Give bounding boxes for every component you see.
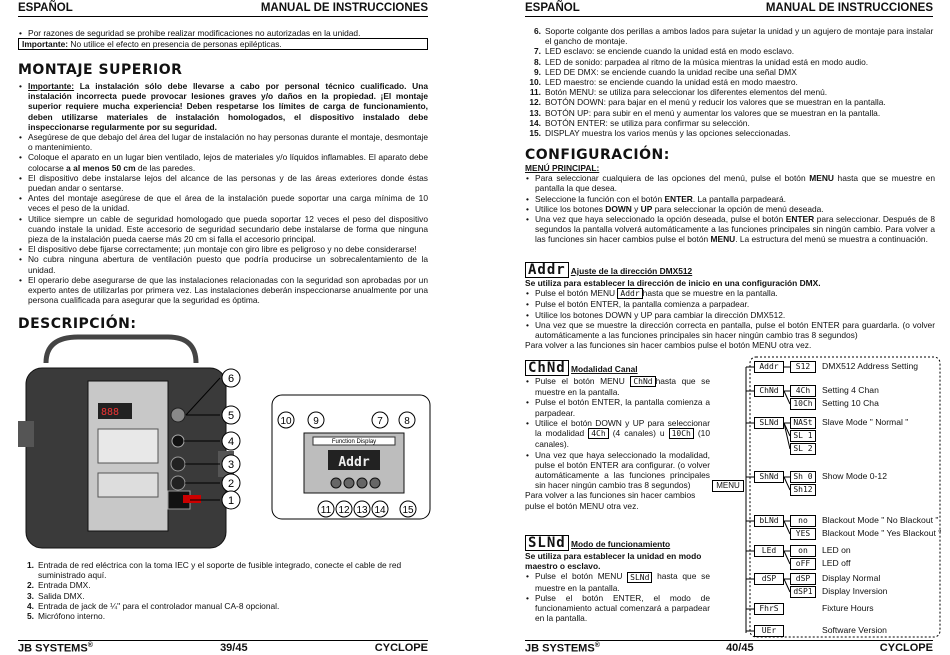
menu-option: oFF <box>790 558 816 570</box>
menu-option: 10Ch <box>790 398 816 410</box>
menu-key-addr: Addr <box>754 361 784 373</box>
callout-15: 15 <box>402 505 414 516</box>
menu-key-led: LEd <box>754 545 784 557</box>
menu-description: Display Normal <box>822 573 881 583</box>
page-footer <box>18 640 428 654</box>
item-text: LED DE DMX: se enciende cuando la unidad recibe una señal DMX <box>545 66 797 77</box>
callout-6: 6 <box>227 373 235 385</box>
lcd-chnd: ChNd <box>630 376 655 387</box>
footer-model: CYCLOPE <box>374 642 428 654</box>
callout-4: 4 <box>227 436 235 448</box>
text: . La estructura del menú se muestra a continuación. <box>735 234 928 245</box>
menu-option: YES <box>790 528 816 540</box>
list-item: • Pulse el botón ENTER, la pantalla comienza a parpadear. <box>525 397 710 417</box>
item-number: 11. <box>529 87 541 98</box>
item-number: 15. <box>529 128 541 139</box>
section-heading-configuracion: CONFIGURACIÓN: <box>525 147 670 163</box>
slnd-lcd: SLNd <box>525 535 569 551</box>
item-text: Entrada de jack de ¼" para el controlador manual CA-8 opcional. <box>38 600 280 611</box>
item-number: 10. <box>529 77 541 88</box>
menu-option: on <box>790 545 816 557</box>
list-item <box>18 81 428 132</box>
text: hasta que se muestre en la pantalla. <box>535 571 710 593</box>
footer-model: CYCLOPE <box>879 642 933 654</box>
menu-key-shnd: ShNd <box>754 471 784 483</box>
text: UP <box>640 203 653 214</box>
menu-option: no <box>790 515 816 527</box>
list-item: 3. Salida DMX. <box>27 590 85 601</box>
menu-option: NASt <box>790 417 816 429</box>
item-number: 9. <box>534 66 541 77</box>
menu-description: Software Version <box>822 625 887 635</box>
text: MENU <box>809 173 834 184</box>
chnd-return: Para volver a las funciones sin hacer cambios pulse el botón MENU otra vez. <box>525 490 696 511</box>
list-item: • Utilice los botones DOWN y UP para cambiar la dirección DMX512. <box>525 310 935 320</box>
list-item: • Pulse el botón ENTER, el modo de funcionamiento actual comenzará a parpadear en la pantalla. <box>525 593 710 624</box>
lcd-addr: Addr <box>617 288 642 299</box>
important-text: No utilice el efecto en presencia de personas epilépticas. <box>68 39 282 50</box>
text: hasta que se muestre en pantalla la que desea. <box>535 173 935 194</box>
text: hasta que se muestre en la pantalla. <box>535 376 710 398</box>
header-title: MANUAL DE INSTRUCCIONES <box>260 2 428 14</box>
callout-1: 1 <box>227 495 235 507</box>
item-text: LED esclavo: se enciende cuando la unidad está en modo esclavo. <box>545 46 795 57</box>
list-item <box>525 118 935 128</box>
callout-11: 11 <box>320 505 332 516</box>
important-notice <box>18 38 428 50</box>
section-heading-montaje: MONTAJE SUPERIOR <box>18 62 183 78</box>
list-item <box>525 204 935 214</box>
menu-description: DMX512 Address Setting <box>822 361 919 371</box>
list-item <box>525 128 935 138</box>
footer-brand <box>18 642 93 655</box>
list-item: • Una vez que se muestre la dirección correcta en pantalla, pulse el botón ENTER para guardarla. (o volver automáticamente a las funciones principales sin hacer ningún cambio tras 8 segundos) <box>525 320 935 340</box>
list-item: • Antes del montaje asegúrese de que el área de la instalación puede soportar una carga mínima de 10 veces el peso de la unidad. <box>18 193 428 213</box>
list-item <box>525 571 710 592</box>
list-item <box>525 418 710 450</box>
m3-bold: a al menos 50 cm <box>66 162 136 173</box>
description-list <box>18 560 428 621</box>
list-item: • El operario debe asegurarse de que las instalaciones relacionadas con la seguridad son aprobadas por un experto antes de utilizarlas por primera vez. Las instalaciones deberán inspeccionarse anualmente por una persona cualificada para asegurar que la seguridad es óptima. <box>18 275 428 306</box>
lcd-4ch: 4Ch <box>588 428 608 439</box>
svg-text:888: 888 <box>101 407 120 418</box>
function-display-label: Function Display <box>331 439 377 445</box>
menu-principal-heading: MENÚ PRINCIPAL: <box>525 163 600 173</box>
menu-description: Fixture Hours <box>822 603 874 613</box>
menu-option: Sh 0 <box>790 471 816 483</box>
menu-option: SL 2 <box>790 443 816 455</box>
addr-section <box>525 262 935 351</box>
text: Seleccione la función con el botón <box>535 193 665 204</box>
header-language: ESPAÑOL <box>525 2 580 14</box>
menu-description: Setting 10 Cha <box>822 398 879 408</box>
list-item <box>525 108 935 118</box>
display-readout: Addr <box>338 455 370 470</box>
page-footer <box>525 640 933 654</box>
slnd-section <box>525 535 710 624</box>
footer-reg-mark: ® <box>594 642 600 649</box>
list-item <box>525 97 935 107</box>
item-number: 6. <box>534 26 541 36</box>
callout-5: 5 <box>227 410 235 422</box>
addr-return: Para volver a las funciones sin hacer cambios pulse el botón MENU otra vez. <box>525 340 812 351</box>
text: Una vez que haya seleccionado la opción deseada, pulse el botón <box>535 214 786 225</box>
callout-2: 2 <box>227 478 235 490</box>
intro-bullet: • Por razones de seguridad se prohibe realizar modificaciones no autorizadas en la unidad. <box>18 28 428 38</box>
callout-9: 9 <box>313 416 319 427</box>
menu-option: Sh12 <box>790 484 816 496</box>
list-item: • Asegúrese de que debajo del área del lugar de instalación no hay personas durante el montaje, desmontaje o mantenimiento. <box>18 132 428 152</box>
footer-brand-text: JB SYSTEMS <box>525 642 595 655</box>
list-item: • El dispositivo debe instalarse lejos del alcance de las personas y de las áreas exteriores donde éstas puedan andar o sentarse. <box>18 173 428 193</box>
footer-reg-mark: ® <box>87 642 93 649</box>
item-number: 8. <box>534 56 541 67</box>
text: . La pantalla parpadeará. <box>692 193 786 204</box>
item-number: 12. <box>529 97 541 108</box>
list-item <box>525 77 935 87</box>
menu-description: LED off <box>822 558 851 568</box>
text: DOWN <box>605 203 632 214</box>
text: ENTER <box>785 214 815 225</box>
text: MENU <box>710 234 736 245</box>
addr-subtitle: Se utiliza para establecer la dirección de inicio en una configuración DMX. <box>525 278 821 288</box>
callout-12: 12 <box>338 505 350 516</box>
footer-page-number: 39/45 <box>220 642 248 654</box>
list-item: • El dispositivo debe fijarse correctamente; ¡un montaje con giro libre es peligroso y no debe considerarse! <box>18 244 428 254</box>
menu-option: S12 <box>790 361 816 373</box>
footer-page-number: 40/45 <box>726 642 754 654</box>
list-item: • Utilice siempre un cable de seguridad homologado que pueda soportar 12 veces el peso del dispositivo cuando instale la unidad. Este accesorio de seguridad secundario debe instalarse de forma que ninguna pieza de la instalación pueda caerse más 20 cm si falla el accesorio principal. <box>18 214 428 245</box>
menu-description: Show Mode 0-12 <box>822 471 887 481</box>
list-item: 1. Entrada de red eléctrica con la toma IEC y el soporte de fusible integrado, conecte el cable de red suministrado aquí. <box>27 560 402 581</box>
text: hasta que se muestre en la pantalla. <box>642 288 778 299</box>
item-number: 14. <box>529 117 541 128</box>
m3-end: de las paredes. <box>135 162 196 173</box>
page-header <box>525 0 933 17</box>
list-item <box>525 173 935 193</box>
list-item <box>525 57 935 67</box>
slnd-subtitle: Se utiliza para establecer la unidad en modo maestro o esclavo. <box>525 551 702 572</box>
callout-10: 10 <box>280 416 292 427</box>
description-list-continued <box>525 26 935 138</box>
list-item <box>525 67 935 77</box>
slnd-title: Modo de funcionamiento <box>571 539 671 549</box>
menu-option: dSP <box>790 573 816 585</box>
section-heading-descripcion: DESCRIPCIÓN: <box>18 316 137 332</box>
item-number: 7. <box>534 46 541 57</box>
text: ENTER <box>664 193 693 204</box>
chnd-section <box>525 360 710 511</box>
chnd-title: Modalidad Canal <box>571 364 638 374</box>
left-page <box>0 0 475 654</box>
item-text: Salida DMX. <box>38 590 85 601</box>
menu-key-uer: UEr <box>754 625 784 637</box>
menu-structure-diagram <box>712 355 942 640</box>
menu-description: Display Inversion <box>822 586 888 596</box>
callout-14: 14 <box>374 505 386 516</box>
text: Pulse el botón MENU <box>535 571 628 582</box>
text: Pulse el botón MENU <box>535 288 618 299</box>
item-text: DISPLAY muestra los varios menús y las opciones seleccionadas. <box>545 128 791 139</box>
header-language: ESPAÑOL <box>18 2 73 14</box>
list-item: 5. Micrófono interno. <box>27 611 106 622</box>
list-item <box>525 46 935 56</box>
menu-key-chnd: ChNd <box>754 385 784 397</box>
list-item <box>525 194 935 204</box>
text: y <box>631 203 641 214</box>
callout-3: 3 <box>227 459 235 471</box>
list-item: 4. Entrada de jack de ¼" para el controlador manual CA-8 opcional. <box>27 600 280 611</box>
intro-block <box>18 28 428 50</box>
item-text: Entrada DMX. <box>38 580 91 591</box>
text: para seleccionar la opción de menú deseada. <box>652 203 824 214</box>
menu-description: Setting 4 Chan <box>822 385 879 395</box>
list-item: 2. Entrada DMX. <box>27 580 91 591</box>
text: Utilice el botón DOWN y UP para seleccionar la modalidad <box>535 417 710 439</box>
menu-description: LED on <box>822 545 851 555</box>
device-rear-view <box>18 337 234 548</box>
list-item <box>525 87 935 97</box>
header-title: MANUAL DE INSTRUCCIONES <box>765 2 933 14</box>
list-item: • No cubra ninguna abertura de ventilación puesto que podría producirse un sobrecalentamiento de la unidad. <box>18 254 428 274</box>
list-item <box>525 376 710 397</box>
text: Pulse el botón MENU <box>535 376 631 386</box>
text: Para seleccionar cualquiera de las opciones del menú, pulse el botón <box>535 173 810 184</box>
list-item <box>18 152 428 172</box>
list-item: • Una vez que haya seleccionado la modalidad, pulse el botón ENTER ara configurar. (o volver automáticamente a las funciones principales sin hacer ningún cambio tras 8 segundos) <box>525 450 710 491</box>
footer-brand-text: JB SYSTEMS <box>18 642 88 655</box>
text: (10 canales). <box>535 428 710 450</box>
callout-13: 13 <box>356 505 368 516</box>
menu-option: SL 1 <box>790 430 816 442</box>
item-text: LED maestro: se enciende cuando la unidad está en modo maestro. <box>545 77 798 88</box>
item-text: Micrófono interno. <box>38 611 106 622</box>
text: para seleccionar. Después de 8 segundos la pantalla volverá automáticamente a las funciones principales sin ningún cambio. Para volver a las funciones sin hacer cambios pulse el botón <box>535 214 936 245</box>
menu-description: Blackout Mode " No Blackout " <box>822 515 939 525</box>
list-item <box>525 26 935 46</box>
callout-8: 8 <box>404 416 410 427</box>
item-text: Entrada de red eléctrica con la toma IEC y el soporte de fusible integrado, conecte el cable de red suministrado aquí. <box>38 560 402 581</box>
chnd-lcd: ChNd <box>525 360 569 376</box>
list-item <box>525 214 935 245</box>
menu-description: Slave Mode " Normal " <box>822 417 909 427</box>
item-text: LED de sonido: parpadea al ritmo de la música mientras la unidad está en modo audio. <box>545 56 869 67</box>
text: Utilice los botones <box>535 203 606 214</box>
m3-text: Coloque el aparato en un lugar bien ventilado, lejos de materiales y/o líquidos inflamables. El aparato debe colocarse <box>28 152 428 173</box>
menu-description: Blackout Mode " Yes Blackout " <box>822 528 942 538</box>
callout-7: 7 <box>377 416 383 427</box>
lcd-slnd: SLNd <box>627 572 652 583</box>
list-item <box>525 288 935 299</box>
device-illustration <box>18 333 433 555</box>
menu-option: dSP1 <box>790 586 816 598</box>
menu-key-fhrs: FhrS <box>754 603 784 615</box>
addr-title: Ajuste de la dirección DMX512 <box>570 266 693 276</box>
menu-key-dsp: dSP <box>754 573 784 585</box>
page-header <box>18 0 428 17</box>
lcd-10ch: 10Ch <box>669 428 694 439</box>
important-label: Importante: <box>22 39 69 50</box>
menu-key-slnd: SLNd <box>754 417 784 429</box>
text: (4 canales) u <box>608 428 669 439</box>
item-text: BOTÓN ENTER: se utiliza para confirmar su selección. <box>545 117 750 128</box>
menu-key-blnd: bLNd <box>754 515 784 527</box>
item-text: Botón MENU: se utiliza para seleccionar los diferentes elementos del menú. <box>545 87 828 98</box>
m1-text: La instalación sólo debe llevarse a cabo por personal técnico cualificado. Una instalación incorrecta puede provocar lesiones graves y/o daños en la propiedad. ¡El montaje superior requiere mucha experiencia! Deben respetarse los límites de carga de funcionamiento, deben utilizarse materiales de instalación homologados, el dispositivo instalado debe inspeccionarse regularmente por su seguridad. <box>28 81 428 132</box>
item-text: Soporte colgante dos perillas a ambos lados para sujetar la unidad y un agujero de montaje para instalar el gancho de montaje. <box>545 26 934 47</box>
item-text: BOTÓN DOWN: para bajar en el menú y reducir los valores que se muestran en la pantalla. <box>545 97 886 108</box>
item-number: 13. <box>529 107 541 118</box>
menu-label: MENU <box>712 480 744 492</box>
footer-brand <box>525 642 600 655</box>
montaje-list <box>18 81 428 305</box>
menu-option: 4Ch <box>790 385 816 397</box>
addr-lcd: Addr <box>525 262 569 278</box>
item-text: BOTÓN UP: para subir en el menú y aumentar los valores que se muestran en la pantalla. <box>545 107 881 118</box>
config-block <box>525 163 935 245</box>
important-label: Importante: <box>28 81 75 91</box>
list-item: • Pulse el botón ENTER, la pantalla comienza a parpadear. <box>525 299 935 309</box>
